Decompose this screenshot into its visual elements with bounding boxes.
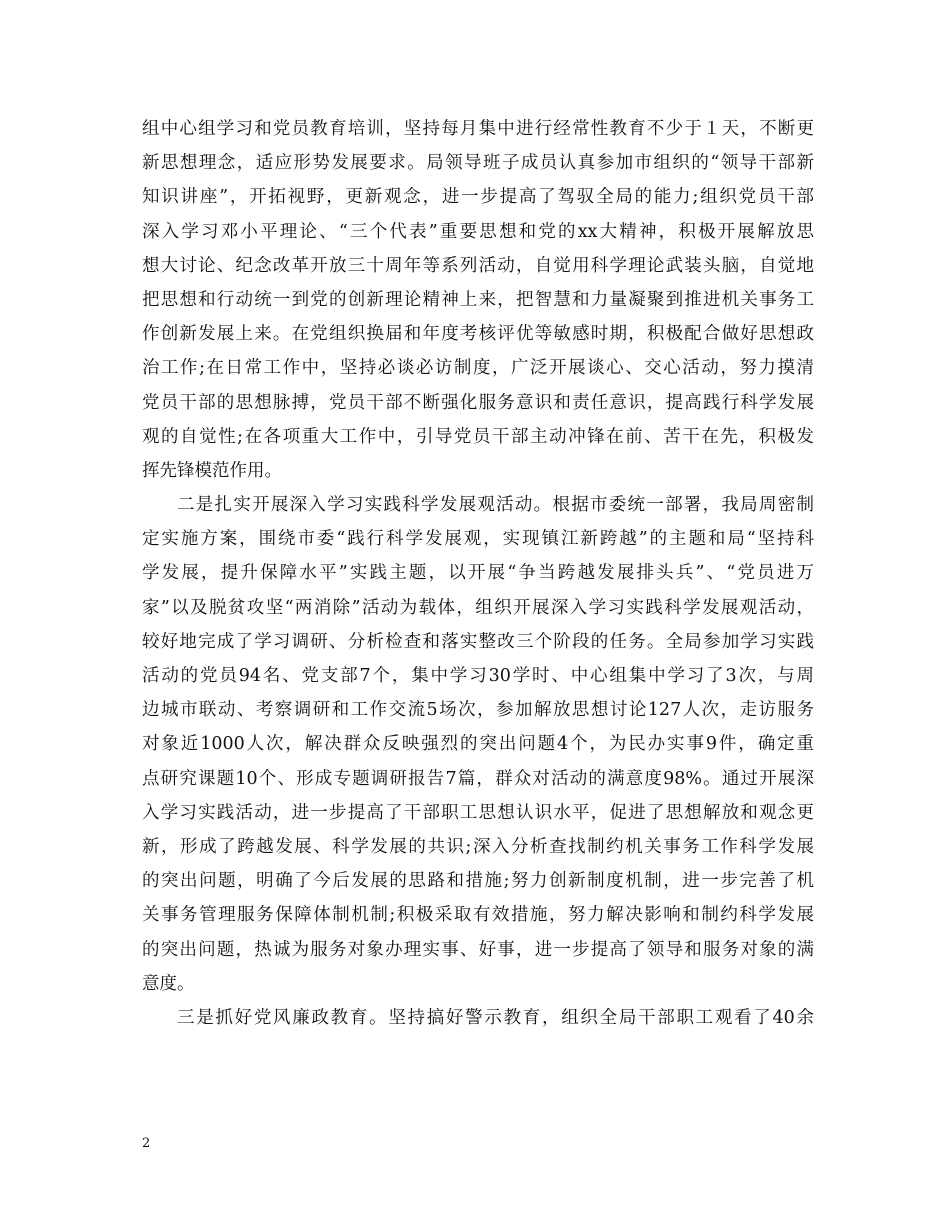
text-line: 较好地完成了学习调研、分析检查和落实整改三个阶段的任务。全局参加学习实践 bbox=[142, 631, 814, 652]
text-line: 家”以及脱贫攻坚“两消除”活动为载体，组织开展深入学习实践科学发展观活动， bbox=[142, 597, 814, 618]
text-line: 党员干部的思想脉搏，党员干部不断强化服务意识和责任意识，提高践行科学发展 bbox=[142, 392, 814, 413]
text-line: 观的自觉性;在各项重大工作中，引导党员干部主动冲锋在前、苦干在先，积极发 bbox=[142, 426, 814, 447]
text-line: 关事务管理服务保障体制机制;积极采取有效措施，努力解决影响和制约科学发展 bbox=[142, 905, 814, 926]
text-line: 新，形成了跨越发展、科学发展的共识;深入分析查找制约机关事务工作科学发展 bbox=[142, 836, 814, 857]
text-line: 对象近1000人次，解决群众反映强烈的突出问题4个，为民办实事9件，确定重 bbox=[142, 734, 814, 755]
page-number: 2 bbox=[142, 1136, 151, 1151]
text-line: 活动的党员94名、党支部7个，集中学习30学时、中心组集中学习了3次，与周 bbox=[142, 666, 814, 686]
text-line: 把思想和行动统一到党的创新理论精神上来，把智慧和力量凝聚到推进机关事务工 bbox=[142, 289, 814, 310]
text-line: 定实施方案，围绕市委“践行科学发展观，实现镇江新跨越”的主题和局“坚持科 bbox=[142, 529, 814, 550]
text-line: 挥先锋模范作用。 bbox=[142, 460, 282, 481]
text-line: 的突出问题，热诚为服务对象办理实事、好事，进一步提高了领导和服务对象的满 bbox=[142, 939, 814, 960]
text-line: 点研究课题10个、形成专题调研报告7篇，群众对活动的满意度98%。通过开展深 bbox=[142, 768, 814, 789]
text-line: 意度。 bbox=[142, 973, 195, 994]
text-line: 的突出问题，明确了今后发展的思路和措施;努力创新制度机制，进一步完善了机 bbox=[142, 871, 814, 892]
document-body bbox=[142, 112, 814, 1035]
text-line: 治工作;在日常工作中，坚持必谈必访制度，广泛开展谈心、交心活动，努力摸清 bbox=[142, 358, 814, 379]
text-line: 新思想理念，适应形势发展要求。局领导班子成员认真参加市组织的“领导干部新 bbox=[142, 153, 814, 174]
text-line: 边城市联动、考察调研和工作交流5场次，参加解放思想讨论127人次，走访服务 bbox=[142, 700, 814, 721]
text-line: 知识讲座”，开拓视野，更新观念，进一步提高了驾驭全局的能力;组织党员干部 bbox=[142, 187, 814, 208]
text-line: 想大讨论、纪念改革开放三十周年等系列活动，自觉用科学理论武装头脑，自觉地 bbox=[142, 255, 814, 276]
text-line: 深入学习邓小平理论、“三个代表”重要思想和党的xx大精神，积极开展解放思 bbox=[142, 221, 814, 242]
text-line: 入学习实践活动，进一步提高了干部职工思想认识水平，促进了思想解放和观念更 bbox=[142, 802, 814, 823]
text-line: 作创新发展上来。在党组织换届和年度考核评优等敏感时期，积极配合做好思想政 bbox=[142, 324, 814, 345]
text-line: 二是扎实开展深入学习实践科学发展观活动。根据市委统一部署，我局周密制 bbox=[177, 495, 814, 516]
text-line: 学发展，提升保障水平”实践主题，以开展“争当跨越发展排头兵”、“党员进万 bbox=[142, 563, 814, 584]
text-line: 三是抓好党风廉政教育。坚持搞好警示教育，组织全局干部职工观看了40余 bbox=[177, 1007, 814, 1028]
text-line: 组中心组学习和党员教育培训，坚持每月集中进行经常性教育不少于１天，不断更 bbox=[142, 119, 814, 139]
